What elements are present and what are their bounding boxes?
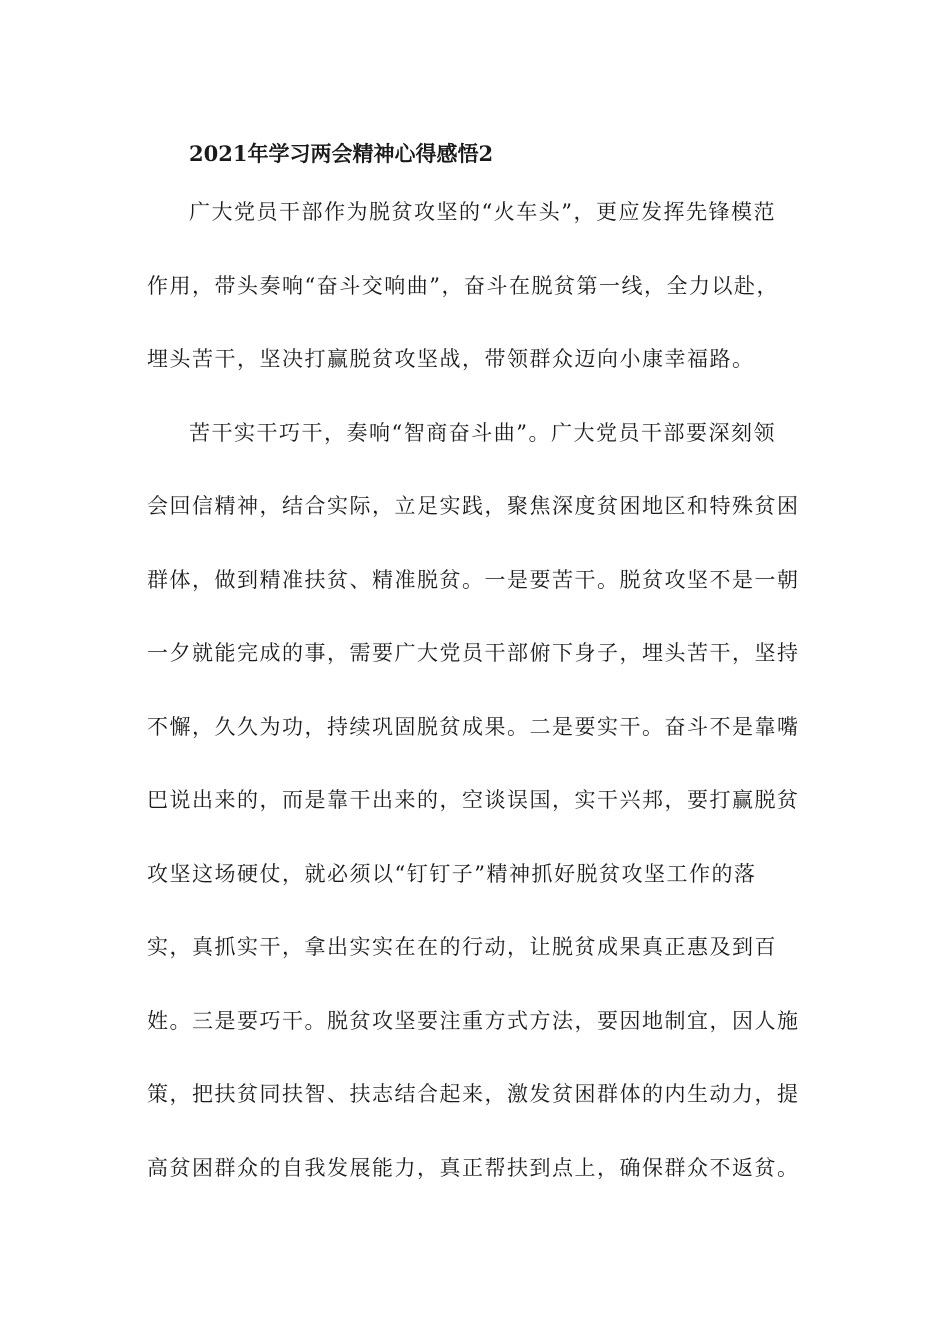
- paragraph-line: 实，真抓实干，拿出实实在在的行动，让脱贫成果真正惠及到百: [147, 935, 777, 959]
- paragraph-line: 一夕就能完成的事，需要广大党员干部俯下身子，埋头苦干，坚持: [147, 641, 800, 665]
- paragraph-line: 群体，做到精准扶贫、精准脱贫。一是要苦干。脱贫攻坚不是一朝: [147, 567, 800, 592]
- paragraph-line: 作用，带头奏响“奋斗交响曲”，奋斗在脱贫第一线，全力以赴，: [147, 273, 779, 298]
- paragraph-line: 攻坚这场硬仗，就必须以“钉钉子”精神抓好脱贫攻坚工作的落: [147, 861, 757, 886]
- paragraph-line: 高贫困群众的自我发展能力，真正帮扶到点上，确保群众不返贫。: [147, 1155, 800, 1180]
- paragraph-line: 广大党员干部作为脱贫攻坚的“火车头”，更应发挥先锋模范: [189, 200, 776, 224]
- paragraph-line: 苦干实干巧干，奏响“智商奋斗曲”。广大党员干部要深刻领: [189, 420, 776, 445]
- paragraph-1: [147, 176, 807, 397]
- paragraph-line: 埋头苦干，坚决打赢脱贫攻坚战，带领群众迈向小康幸福路。: [147, 347, 755, 371]
- document-title: 2021年学习两会精神心得感悟2: [189, 141, 494, 166]
- paragraph-line: 不懈，久久为功，持续巩固脱贫成果。二是要实干。奋斗不是靠嘴: [147, 714, 800, 739]
- paragraph-2: [147, 397, 807, 1206]
- paragraph-line: 会回信精神，结合实际，立足实践，聚焦深度贫困地区和特殊贫困: [147, 494, 800, 518]
- paragraph-line: 姓。三是要巧干。脱贫攻坚要注重方式方法，要因地制宜，因人施: [147, 1008, 800, 1033]
- paragraph-line: 策，把扶贫同扶智、扶志结合起来，激发贫困群体的内生动力，提: [147, 1082, 800, 1106]
- paragraph-line: 巴说出来的，而是靠干出来的，空谈误国，实干兴邦，要打赢脱贫: [147, 788, 800, 812]
